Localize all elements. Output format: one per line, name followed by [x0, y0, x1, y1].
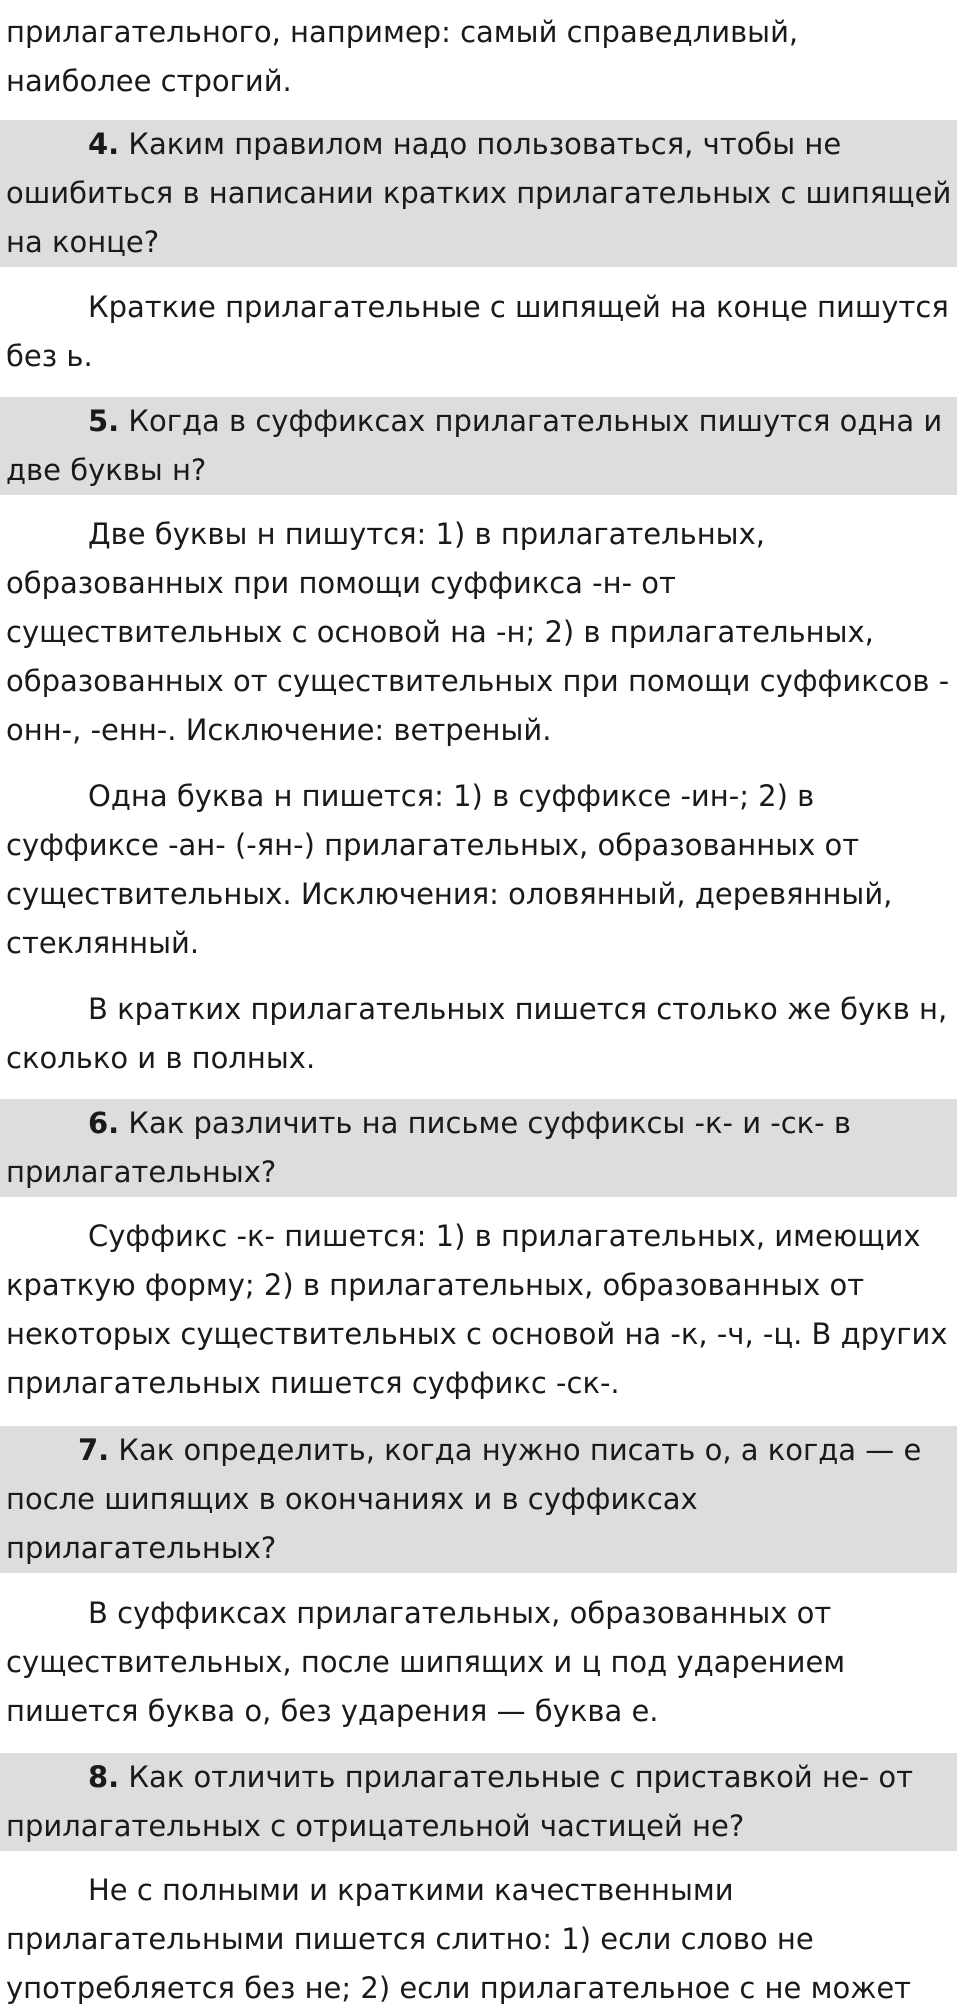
question-text: на конце? — [6, 225, 160, 259]
text-line: прилагательного, например: самый справедливый, — [6, 15, 799, 49]
question-text: две буквы н? — [6, 453, 207, 487]
question-number: 5. — [88, 404, 120, 438]
question-text: Как определить, когда нужно писать о, а когда — е — [109, 1433, 922, 1467]
question-4 — [0, 120, 957, 267]
text-line: онн-, -енн-. Исключение: ветреный. — [6, 713, 552, 747]
question-text: Каким правилом надо пользоваться, чтобы не — [119, 127, 842, 161]
question-number: 4. — [88, 127, 120, 161]
answer-paragraph — [0, 1866, 960, 2013]
question-text: Когда в суффиксах прилагательных пишутся одна и — [119, 404, 943, 438]
answer-paragraph — [0, 510, 960, 755]
question-5 — [0, 397, 957, 495]
text-line: образованных от существительных при помощи суффиксов - — [6, 664, 950, 698]
question-6 — [0, 1099, 957, 1197]
text-line: Краткие прилагательные с шипящей на конце пишутся — [88, 290, 949, 324]
answer-paragraph — [0, 985, 960, 1083]
question-7 — [0, 1426, 957, 1573]
question-number: 7. — [78, 1433, 110, 1467]
question-text: после шипящих в окончаниях и в суффиксах — [6, 1482, 698, 1516]
answer-paragraph — [0, 1589, 960, 1736]
text-line: существительных, после шипящих и ц под ударением — [6, 1645, 846, 1679]
text-line: пишется буква о, без ударения — буква е. — [6, 1694, 659, 1728]
text-line: В суффиксах прилагательных, образованных от — [88, 1596, 832, 1630]
question-text: ошибиться в написании кратких прилагательных с шипящей — [6, 176, 952, 210]
question-text: Как различить на письме суффиксы -к- и -ск- в — [119, 1106, 851, 1140]
text-line: без ь. — [6, 339, 93, 373]
question-text: Как отличить прилагательные с приставкой не- от — [119, 1760, 914, 1794]
question-number: 6. — [88, 1106, 120, 1140]
answer-paragraph — [0, 772, 960, 968]
answer-paragraph — [0, 1212, 960, 1408]
question-text: прилагательных? — [6, 1531, 277, 1565]
text-line: Две буквы н пишутся: 1) в прилагательных, — [88, 517, 765, 551]
text-line: прилагательных пишется суффикс -ск-. — [6, 1366, 620, 1400]
text-line: образованных при помощи суффикса -н- от — [6, 566, 676, 600]
text-line: Одна буква н пишется: 1) в суффиксе -ин-; 2) в — [88, 779, 815, 813]
text-line: суффиксе -ан- (-ян-) прилагательных, образованных от — [6, 828, 860, 862]
text-line: существительных с основой на -н; 2) в прилагательных, — [6, 615, 874, 649]
text-line: Суффикс -к- пишется: 1) в прилагательных, имеющих — [88, 1219, 921, 1253]
text-line: наиболее строгий. — [6, 64, 292, 98]
question-text: прилагательных с отрицательной частицей не? — [6, 1809, 745, 1843]
answer-paragraph — [0, 283, 960, 381]
text-line: сколько и в полных. — [6, 1041, 316, 1075]
text-line: некоторых существительных с основой на -к, -ч, -ц. В других — [6, 1317, 948, 1351]
text-line: краткую форму; 2) в прилагательных, образованных от — [6, 1268, 865, 1302]
text-line: употребляется без не; 2) если прилагательное с не может — [6, 1971, 912, 2005]
text-line: стеклянный. — [6, 926, 200, 960]
text-line: существительных. Исключения: оловянный, деревянный, — [6, 877, 893, 911]
text-line: прилагательными пишется слитно: 1) если слово не — [6, 1922, 814, 1956]
answer-paragraph — [0, 8, 960, 106]
question-number: 8. — [88, 1760, 120, 1794]
question-8 — [0, 1753, 957, 1851]
text-line: В кратких прилагательных пишется столько же букв н, — [88, 992, 948, 1026]
text-line: Не с полными и краткими качественными — [88, 1873, 734, 1907]
question-text: прилагательных? — [6, 1155, 277, 1189]
